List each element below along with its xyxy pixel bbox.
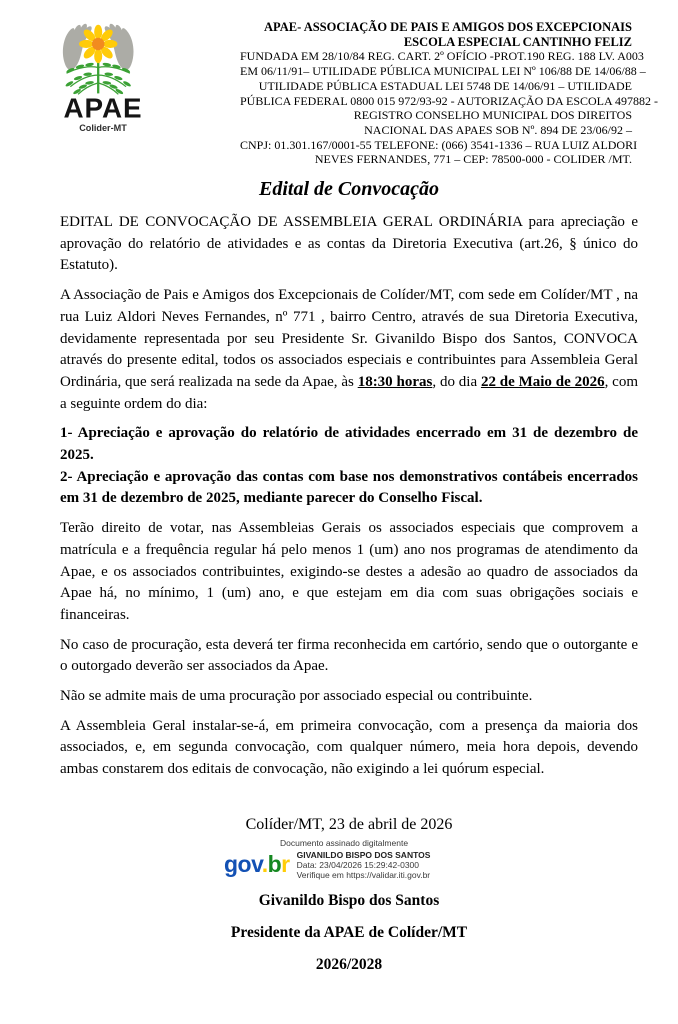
paragraph: Terão direito de votar, nas Assembleias Gerais os associados especiais que comprovem a matrícula e a frequência regular há pelo menos 1 (um) ano nos programas de atendimento da Apae, e os associados contribuintes, exigindo-se destes a adesão ao quadro de associados da Apae há, no mínimo, 1 (um) ano, e que estejam em dia com suas obrigações sociais e financeiras.	[60, 520, 638, 623]
digital-signature-stamp	[224, 838, 454, 880]
mandate-term: 2026/2028	[315, 955, 383, 973]
paragraph: Não se admite mais de uma procuração por associado especial ou contribuinte.	[60, 688, 533, 705]
signature-verify-url: Verifique em https://validar.iti.gov.br	[296, 869, 431, 880]
paragraph: A Associação de Pais e Amigos dos Excepcionais de Colíder/MT, com sede em Colíder/MT , na rua Luiz Aldori Neves Fernandes, nº 771 , bairro Centro, através de sua Diretoria Executiva, devidamente representada por seu Presidente Sr. Givanildo Bispo dos Santos, CONVOCA através do presente edital, todos os associados especiais e contribuintes para Assembleia Geral Ordinária, que será realizada na sede da Apae, às 18:30 horas, do dia 22 de Maio de 2026, com a seguinte ordem do dia:	[60, 287, 639, 412]
letterhead-line: UTILIDADE PÚBLICA ESTADUAL LEI 5748 DE 14/06/91 – UTILIDADE	[258, 78, 632, 93]
paragraph: 1- Apreciação e aprovação do relatório de atividades encerrado em 31 de dezembro de 2025.	[60, 425, 638, 464]
letterhead-line: REGISTRO CONSELHO MUNICIPAL DOS DIREITOS	[353, 108, 632, 123]
paragraph: 2- Apreciação e aprovação das contas com base nos demonstrativos contábeis encerrados em 31 de dezembro de 2025, mediante parecer do Conselho Fiscal.	[60, 468, 638, 507]
signatory-name: Givanildo Bispo dos Santos	[258, 891, 440, 909]
letterhead	[0, 0, 678, 167]
apae-logo-city: Colider-MT	[79, 122, 127, 133]
document-content	[60, 176, 638, 974]
paragraph: No caso de procuração, esta deverá ter firma reconhecida em cartório, sendo que o outorgante e o outorgado deverão ser associados da Apae.	[60, 636, 638, 675]
school-name-line: ESCOLA ESPECIAL CANTINHO FELIZ	[403, 34, 632, 49]
govbr-logo: gov.br	[224, 851, 290, 878]
flower-icon	[79, 25, 117, 63]
paragraph: A Assembleia Geral instalar-se-á, em primeira convocação, com a presença da maioria dos associados, e, em segunda convocação, com qualquer número, meia hora depois, devendo ambas constarem dos editais de convocação, não exigindo a lei quórum especial.	[60, 717, 638, 778]
stamp-caption: Documento assinado digitalmente	[280, 837, 409, 848]
signatory-role: Presidente da APAE de Colíder/MT	[230, 923, 468, 941]
letterhead-line: NEVES FERNANDES, 771 – CEP: 78500-000 - COLIDER /MT.	[314, 152, 632, 167]
letterhead-line: PÚBLICA FEDERAL 0800 015 972/93-92 - AUTORIZAÇÃO DA ESCOLA 497882 -	[240, 93, 659, 108]
paragraph: EDITAL DE CONVOCAÇÃO DE ASSEMBLEIA GERAL ORDINÁRIA para apreciação e aprovação do relatório de atividades e as contas da Diretoria Executiva (art.26, § único do Estatuto).	[60, 214, 638, 274]
org-name-line: APAE- ASSOCIAÇÃO DE PAIS E AMIGOS DOS EXCEPCIONAIS	[264, 20, 632, 34]
letterhead-line: EM 06/11/91– UTILIDADE PÚBLICA MUNICIPAL LEI Nº 106/88 DE 14/06/88 –	[240, 64, 646, 79]
letterhead-line: NACIONAL DAS APAES SOB Nº. 894 DE 23/06/92 –	[364, 122, 632, 137]
document-body	[60, 212, 638, 781]
signer-name: GIVANILDO BISPO DOS SANTOS	[296, 849, 431, 860]
apae-logo	[55, 10, 151, 148]
signature-date: Data: 23/04/2026 15:29:42-0300	[296, 859, 420, 870]
letterhead-text	[240, 20, 659, 167]
letterhead-line: CNPJ: 01.301.167/0001-55 TELEFONE: (066) 3541-1336 – RUA LUIZ ALDORI	[240, 137, 638, 152]
document-title: Edital de Convocação	[259, 178, 439, 200]
apae-logo-wordmark: APAE	[63, 92, 143, 124]
letterhead-line: FUNDADA EM 28/10/84 REG. CART. 2º OFÍCIO -PROT.190 REG. 188 LV. A003	[240, 49, 644, 64]
dateline: Colíder/MT, 23 de abril de 2026	[245, 815, 453, 833]
